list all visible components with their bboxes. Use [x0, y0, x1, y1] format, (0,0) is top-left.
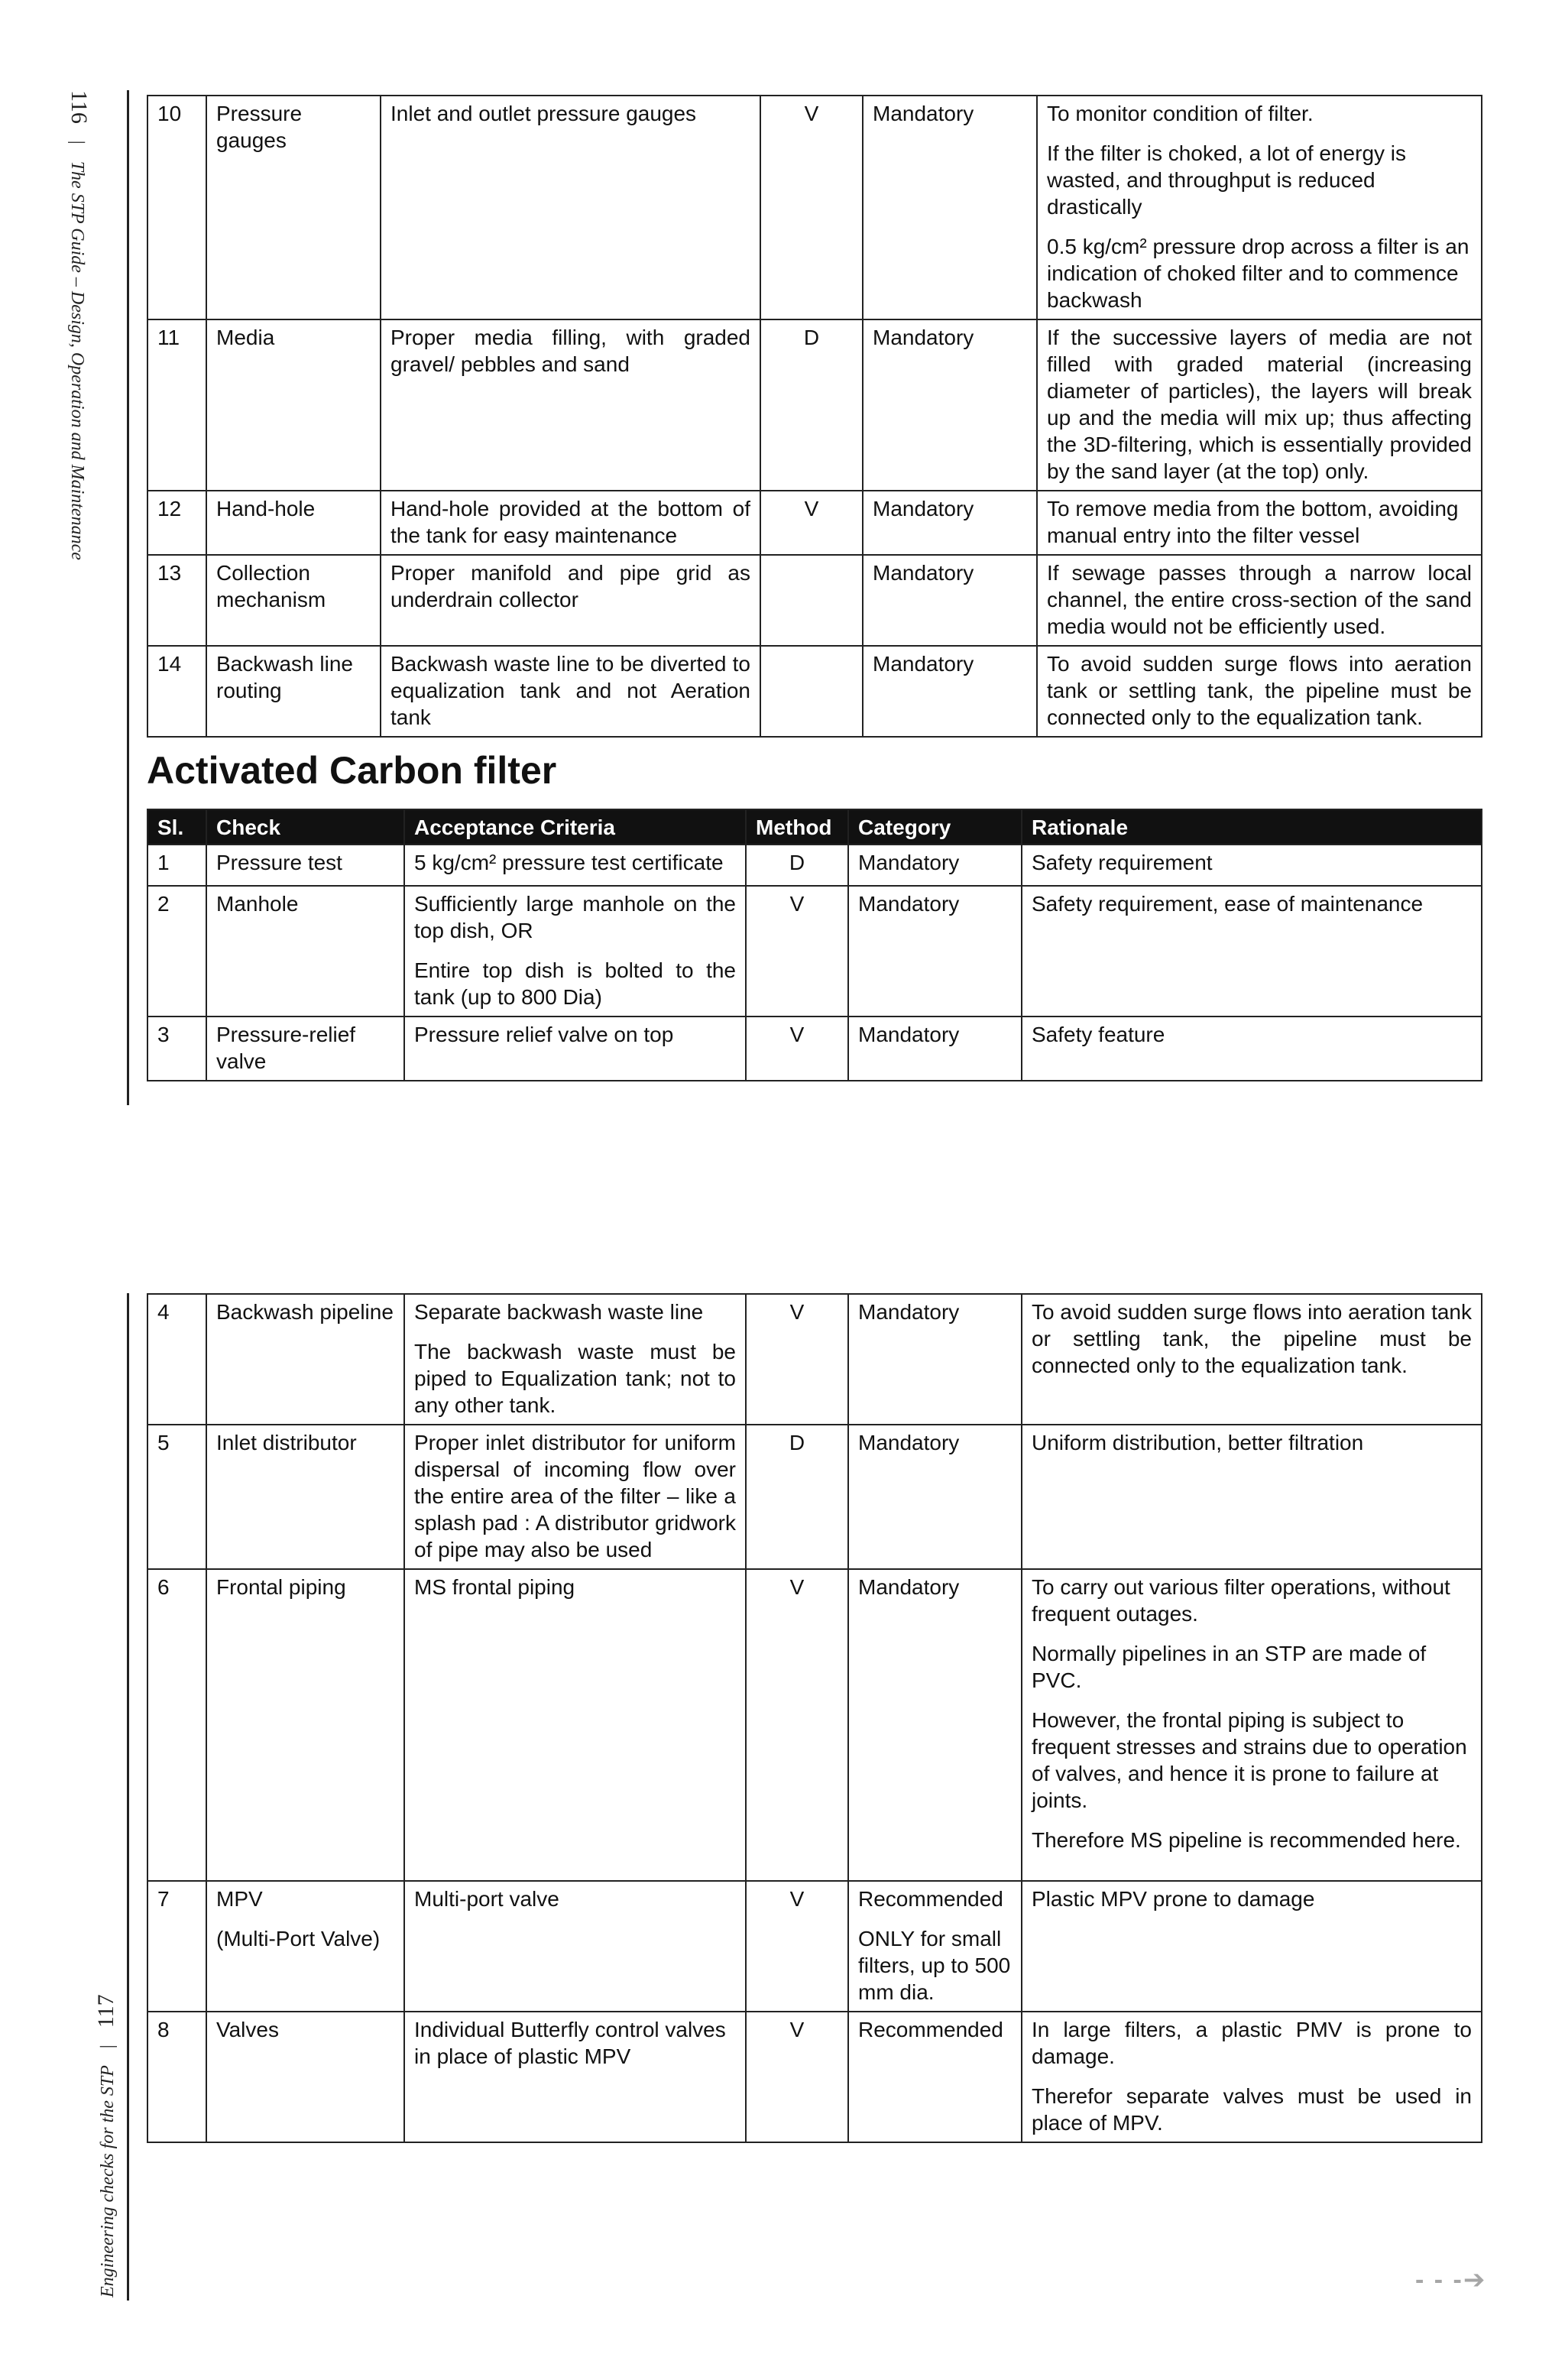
criteria-text: Sufficiently large manhole on the top dish, OR	[414, 892, 736, 942]
cell-method	[760, 646, 863, 737]
rationale-text: Safety requirement, ease of maintenance	[1032, 892, 1424, 916]
criteria-text: Pressure relief valve on top	[414, 1023, 674, 1046]
cell-sl: 6	[147, 1569, 206, 1881]
bottom-margin-rule	[127, 1293, 129, 2301]
criteria-text: 5 kg/cm² pressure test certificate	[414, 851, 724, 874]
cell-rationale	[1037, 555, 1482, 646]
cell-rationale	[1022, 1425, 1482, 1569]
next-page-arrow-icon: - - -➔	[1415, 2265, 1487, 2294]
header-category: Category	[848, 809, 1022, 845]
cell-criteria	[381, 96, 760, 319]
rationale-text: To avoid sudden surge flows into aeration tank or settling tank, the pipeline must be connected only to the equalization tank.	[1047, 652, 1472, 729]
cell-sl: 10	[147, 96, 206, 319]
cell-criteria	[404, 1017, 746, 1081]
check-text: Backwash pipeline	[216, 1300, 394, 1324]
cell-rationale	[1022, 1569, 1482, 1881]
cell-sl: 2	[147, 886, 206, 1017]
rationale-text: To monitor condition of filter.	[1047, 102, 1314, 125]
cell-check: Manhole	[206, 886, 404, 1017]
category-text: Mandatory	[858, 1575, 960, 1599]
category-text: Mandatory	[873, 652, 974, 676]
cell-check: Hand-hole	[206, 491, 381, 555]
rationale-text: 0.5 kg/cm² pressure drop across a filter is an indication of choked filter and to commence backwash	[1047, 235, 1469, 312]
cell-method: D	[746, 845, 848, 886]
cell-rationale	[1022, 1017, 1482, 1081]
rationale-text: To remove media from the bottom, avoiding manual entry into the filter vessel	[1047, 497, 1459, 547]
cell-method: D	[746, 1425, 848, 1569]
cell-rationale	[1022, 2012, 1482, 2142]
category-text: ONLY for small filters, up to 500 mm dia.	[858, 1927, 1011, 2004]
category-text: Mandatory	[858, 1431, 960, 1454]
category-text: Mandatory	[858, 1300, 960, 1324]
criteria-text: Multi-port valve	[414, 1887, 559, 1911]
table-row	[147, 1881, 1482, 2012]
cell-category	[848, 845, 1022, 886]
activated-carbon-filter-table	[147, 809, 1482, 1081]
chapter-title: Engineering checks for the STP	[98, 2065, 118, 2297]
cell-sl: 11	[147, 319, 206, 491]
cell-criteria	[404, 2012, 746, 2142]
criteria-text: The backwash waste must be piped to Equalization tank; not to any other tank.	[414, 1340, 736, 1417]
table-row	[147, 886, 1482, 1017]
cell-category	[863, 491, 1037, 555]
table-row	[147, 845, 1482, 886]
table-header-row	[147, 809, 1482, 845]
cell-sl: 7	[147, 1881, 206, 2012]
cell-rationale	[1022, 1294, 1482, 1425]
cell-criteria	[381, 646, 760, 737]
cell-method: V	[746, 2012, 848, 2142]
criteria-text: Proper inlet distributor for uniform dispersal of incoming flow over the entire area of the filter – like a splash pad : A distributor gridwork of pipe may also be used	[414, 1431, 736, 1561]
table-row	[147, 1294, 1482, 1425]
criteria-text: Entire top dish is bolted to the tank (up to 800 Dia)	[414, 958, 736, 1009]
cell-category	[848, 2012, 1022, 2142]
cell-check	[206, 1425, 404, 1569]
cell-sl: 14	[147, 646, 206, 737]
rationale-text: Therefor separate valves must be used in place of MPV.	[1032, 2084, 1472, 2135]
cell-criteria	[404, 1425, 746, 1569]
cell-check: Pressure gauges	[206, 96, 381, 319]
rationale-text: In large filters, a plastic PMV is prone to damage.	[1032, 2018, 1472, 2068]
cell-criteria	[404, 1881, 746, 2012]
cell-sl: 5	[147, 1425, 206, 1569]
cell-check	[206, 1294, 404, 1425]
header-method: Method	[746, 809, 848, 845]
table-row	[147, 646, 1482, 737]
cell-check	[206, 1881, 404, 2012]
check-text: Frontal piping	[216, 1575, 346, 1599]
table-row	[147, 1017, 1482, 1081]
section-heading: Activated Carbon filter	[147, 749, 557, 792]
cell-check: Media	[206, 319, 381, 491]
cell-category	[863, 555, 1037, 646]
rationale-text: Therefore MS pipeline is recommended here.	[1032, 1828, 1461, 1852]
rationale-text: Uniform distribution, better filtration	[1032, 1431, 1364, 1454]
header-check: Check	[206, 809, 404, 845]
cell-category	[848, 1294, 1022, 1425]
rationale-text: If the successive layers of media are not filled with graded material (increasing diameter of particles), the layers will break up and the media will mix up; thus affecting the 3D-filtering, which is essentially provided by the sand layer (at the top) only.	[1047, 326, 1472, 483]
cell-category	[863, 319, 1037, 491]
table-row	[147, 1569, 1482, 1881]
check-text: Valves	[216, 2018, 279, 2041]
header-criteria: Acceptance Criteria	[404, 809, 746, 845]
criteria-text: Inlet and outlet pressure gauges	[390, 102, 697, 125]
criteria-text: MS frontal piping	[414, 1575, 575, 1599]
cell-category	[848, 886, 1022, 1017]
criteria-text: Hand-hole provided at the bottom of the tank for easy maintenance	[390, 497, 750, 547]
cell-method: V	[760, 96, 863, 319]
cell-method: V	[746, 1294, 848, 1425]
cell-sl: 8	[147, 2012, 206, 2142]
cell-method: V	[746, 886, 848, 1017]
cell-check: Collection mechanism	[206, 555, 381, 646]
cell-rationale	[1022, 886, 1482, 1017]
header-separator: |	[98, 2044, 118, 2049]
table-row	[147, 96, 1482, 319]
cell-check: Pressure-relief valve	[206, 1017, 404, 1081]
cell-criteria	[381, 491, 760, 555]
cell-category	[863, 646, 1037, 737]
cell-rationale	[1022, 845, 1482, 886]
cell-sl: 1	[147, 845, 206, 886]
category-text: Mandatory	[873, 497, 974, 520]
check-text: (Multi-Port Valve)	[216, 1927, 381, 1950]
category-text: Recommended	[858, 1887, 1003, 1911]
activated-carbon-filter-table-continued	[147, 1293, 1482, 2143]
book-title: The STP Guide – Design, Operation and Maintenance	[67, 161, 87, 560]
cell-method: V	[746, 1881, 848, 2012]
top-margin-rule	[127, 90, 129, 1105]
header-sl: Sl.	[147, 809, 206, 845]
category-text: Mandatory	[858, 1023, 960, 1046]
cell-criteria	[381, 319, 760, 491]
table-row	[147, 1425, 1482, 1569]
cell-rationale	[1037, 491, 1482, 555]
header-rationale: Rationale	[1022, 809, 1482, 845]
rationale-text: Plastic MPV prone to damage	[1032, 1887, 1315, 1911]
cell-method: V	[746, 1017, 848, 1081]
criteria-text: Separate backwash waste line	[414, 1300, 704, 1324]
category-text: Mandatory	[873, 102, 974, 125]
rationale-text: However, the frontal piping is subject to frequent stresses and strains due to operation of valves, and hence it is prone to failure at joints.	[1032, 1708, 1467, 1812]
table-row	[147, 491, 1482, 555]
cell-criteria	[404, 1569, 746, 1881]
rationale-text: Safety requirement	[1032, 851, 1213, 874]
category-text: Recommended	[858, 2018, 1003, 2041]
cell-rationale	[1022, 1881, 1482, 2012]
cell-criteria	[404, 845, 746, 886]
cell-method: V	[746, 1569, 848, 1881]
cell-rationale	[1037, 319, 1482, 491]
rationale-text: To carry out various filter operations, without frequent outages.	[1032, 1575, 1450, 1626]
cell-criteria	[404, 886, 746, 1017]
filter-checks-table-continued	[147, 95, 1482, 738]
cell-check: Pressure test	[206, 845, 404, 886]
criteria-text: Individual Butterfly control valves in place of plastic MPV	[414, 2018, 726, 2068]
table-row	[147, 319, 1482, 491]
table-row	[147, 2012, 1482, 2142]
criteria-text: Proper manifold and pipe grid as underdrain collector	[390, 561, 750, 611]
cell-check	[206, 1569, 404, 1881]
criteria-text: Proper media filling, with graded gravel/ pebbles and sand	[390, 326, 750, 376]
running-header-top	[63, 90, 92, 560]
cell-sl: 12	[147, 491, 206, 555]
category-text: Mandatory	[873, 326, 974, 349]
cell-criteria	[404, 1294, 746, 1425]
cell-method	[760, 555, 863, 646]
rationale-text: If sewage passes through a narrow local channel, the entire cross-section of the sand media would not be efficiently used.	[1047, 561, 1472, 638]
cell-rationale	[1037, 646, 1482, 737]
cell-rationale	[1037, 96, 1482, 319]
cell-category	[848, 1881, 1022, 2012]
cell-sl: 4	[147, 1294, 206, 1425]
header-separator: |	[67, 140, 87, 144]
cell-criteria	[381, 555, 760, 646]
cell-category	[848, 1569, 1022, 1881]
table-row	[147, 555, 1482, 646]
rationale-text: If the filter is choked, a lot of energy is wasted, and throughput is reduced drastically	[1047, 141, 1407, 219]
category-text: Mandatory	[873, 561, 974, 585]
page-number-left: 116	[66, 90, 92, 124]
cell-category	[848, 1017, 1022, 1081]
category-text: Mandatory	[858, 892, 960, 916]
cell-category	[863, 96, 1037, 319]
check-text: Inlet distributor	[216, 1431, 357, 1454]
cell-method: V	[760, 491, 863, 555]
cell-method: D	[760, 319, 863, 491]
running-header-bottom	[92, 1994, 122, 2297]
cell-check	[206, 2012, 404, 2142]
category-text: Mandatory	[858, 851, 960, 874]
cell-category	[848, 1425, 1022, 1569]
cell-sl: 3	[147, 1017, 206, 1081]
cell-sl: 13	[147, 555, 206, 646]
rationale-text: Normally pipelines in an STP are made of PVC.	[1032, 1642, 1427, 1692]
rationale-text: Safety feature	[1032, 1023, 1165, 1046]
rationale-text: To avoid sudden surge flows into aeration tank or settling tank, the pipeline must be connected only to the equalization tank.	[1032, 1300, 1472, 1377]
criteria-text: Backwash waste line to be diverted to equalization tank and not Aeration tank	[390, 652, 750, 729]
cell-check: Backwash line routing	[206, 646, 381, 737]
check-text: MPV	[216, 1887, 263, 1911]
page-number-right: 117	[93, 1994, 118, 2028]
